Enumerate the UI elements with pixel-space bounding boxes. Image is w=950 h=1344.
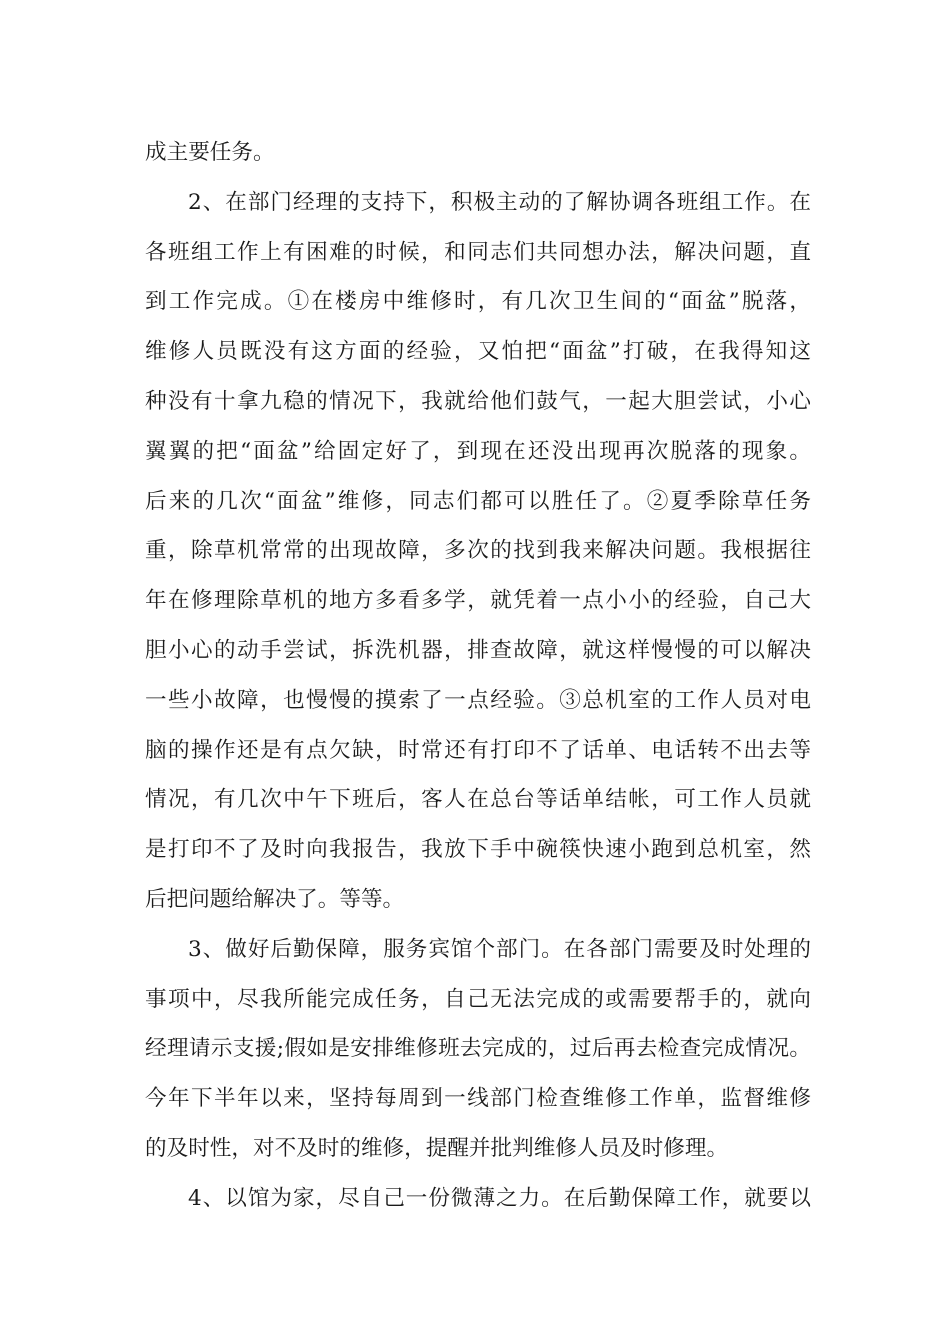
body-text [145, 128, 811, 1224]
text-line: 事项中，尽我所能完成任务，自己无法完成的或需要帮手的，就向 [145, 986, 811, 1012]
text-line: 后来的几次“面盆”维修，同志们都可以胜任了。②夏季除草任务 [145, 488, 811, 514]
text-line: 成主要任务。 [145, 140, 275, 165]
text-line: 经理请示支援;假如是安排维修班去完成的，过后再去检查完成情况。 [145, 1036, 811, 1062]
text-line: 3、做好后勤保障，服务宾馆个部门。在各部门需要及时处理的 [188, 936, 811, 962]
text-line: 胆小心的动手尝试，拆洗机器，排查故障，就这样慢慢的可以解决 [145, 637, 811, 663]
text-line: 各班组工作上有困难的时候，和同志们共同想办法，解决问题，直 [145, 239, 811, 265]
text-line: 年在修理除草机的地方多看多学，就凭着一点小小的经验，自己大 [145, 588, 811, 614]
text-line: 的及时性，对不及时的维修，提醒并批判维修人员及时修理。 [145, 1135, 729, 1161]
text-line: 情况，有几次中午下班后，客人在总台等话单结帐，可工作人员就 [145, 787, 811, 813]
text-line: 今年下半年以来，坚持每周到一线部门检查维修工作单，监督维修 [145, 1086, 811, 1112]
text-line: 2、在部门经理的支持下，积极主动的了解协调各班组工作。在 [188, 189, 811, 215]
text-line: 维修人员既没有这方面的经验，又怕把“面盆”打破，在我得知这 [145, 339, 811, 365]
text-line: 到工作完成。①在楼房中维修时，有几次卫生间的“面盆”脱落， [145, 289, 811, 315]
text-line: 是打印不了及时向我报告，我放下手中碗筷快速小跑到总机室，然 [145, 837, 811, 863]
text-line: 重，除草机常常的出现故障，多次的找到我来解决问题。我根据往 [145, 538, 811, 564]
text-line: 种没有十拿九稳的情况下，我就给他们鼓气，一起大胆尝试，小心 [145, 388, 811, 414]
text-line: 翼翼的把“面盆”给固定好了，到现在还没出现再次脱落的现象。 [145, 438, 811, 464]
text-line: 脑的操作还是有点欠缺，时常还有打印不了话单、电话转不出去等 [145, 737, 811, 763]
text-line: 4、以馆为家，尽自己一份微薄之力。在后勤保障工作，就要以 [188, 1185, 811, 1211]
text-line: 一些小故障，也慢慢的摸索了一点经验。③总机室的工作人员对电 [145, 687, 811, 713]
text-line: 后把问题给解决了。等等。 [145, 886, 405, 912]
